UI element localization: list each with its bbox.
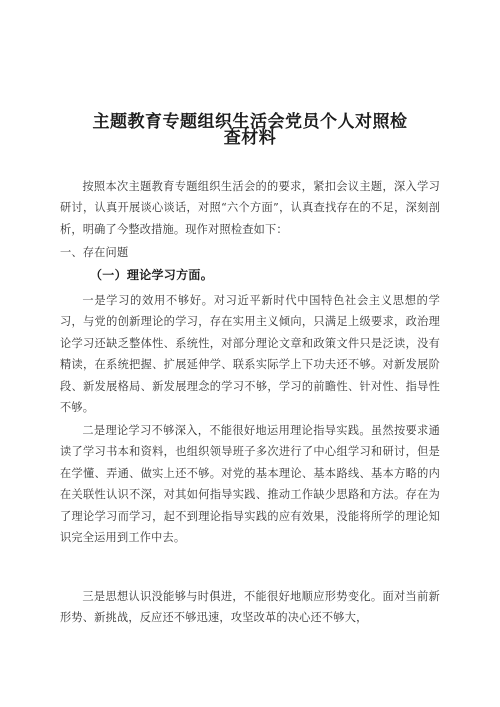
intro-paragraph-block: [60, 176, 440, 240]
intro-paragraph: 按照本次主题教育专题组织生活会的的要求，紧扣会议主题，深入学习研讨，认真开展谈心谈话，对照“六个方面”，认真查找存在的不足，深刻剖析，明确了今整改措施。现作对照检查如下：: [60, 180, 440, 236]
document-title-line-2: 查材料: [223, 128, 277, 148]
paragraph-block-1: [60, 290, 440, 418]
paragraph-block-3: [60, 586, 440, 629]
document-title-line-1: 主题教育专题组织生活会党员个人对照检: [92, 112, 408, 132]
paragraph-2: 二是理论学习不够深入，不能很好地运用理论指导实践。虽然按要求通读了学习书本和资料，也组织领导班子多次进行了中心组学习和研讨，但是在学懂、弄通、做实上还不够。对党的基本理论、基本路线、基本方略的内在关联性认识不深，对其如何指导实践、推动工作缺少思路和方法。存在为了理论学习而学习，起不到理论指导实践的应有效果，没能将所学的理论知识完全运用到工作中去。: [60, 424, 440, 545]
paragraph-3: 三是思想认识没能够与时俱进，不能很好地顺应形势变化。面对当前新形势、新挑战，反应还不够迅速，攻坚改革的决心还不够大，: [60, 590, 440, 625]
subsection-heading-theory-study: （一）理论学习方面。: [90, 268, 214, 282]
paragraph-block-2: [60, 420, 440, 548]
section-heading-issues: 一、存在问题: [60, 246, 129, 259]
paragraph-1: 一是学习的效用不够好。对习近平新时代中国特色社会主义思想的学习，与党的创新理论的学习，存在实用主义倾向，只满足上级要求，政治理论学习还缺乏整体性、系统性，对部分理论文章和政策文件只是泛读，没有精读，在系统把握、扩展延伸学、联系实际学上下功夫还不够。对新发展阶段、新发展格局、新发展理念的学习不够，学习的前瞻性、针对性、指导性不够。: [60, 294, 440, 415]
